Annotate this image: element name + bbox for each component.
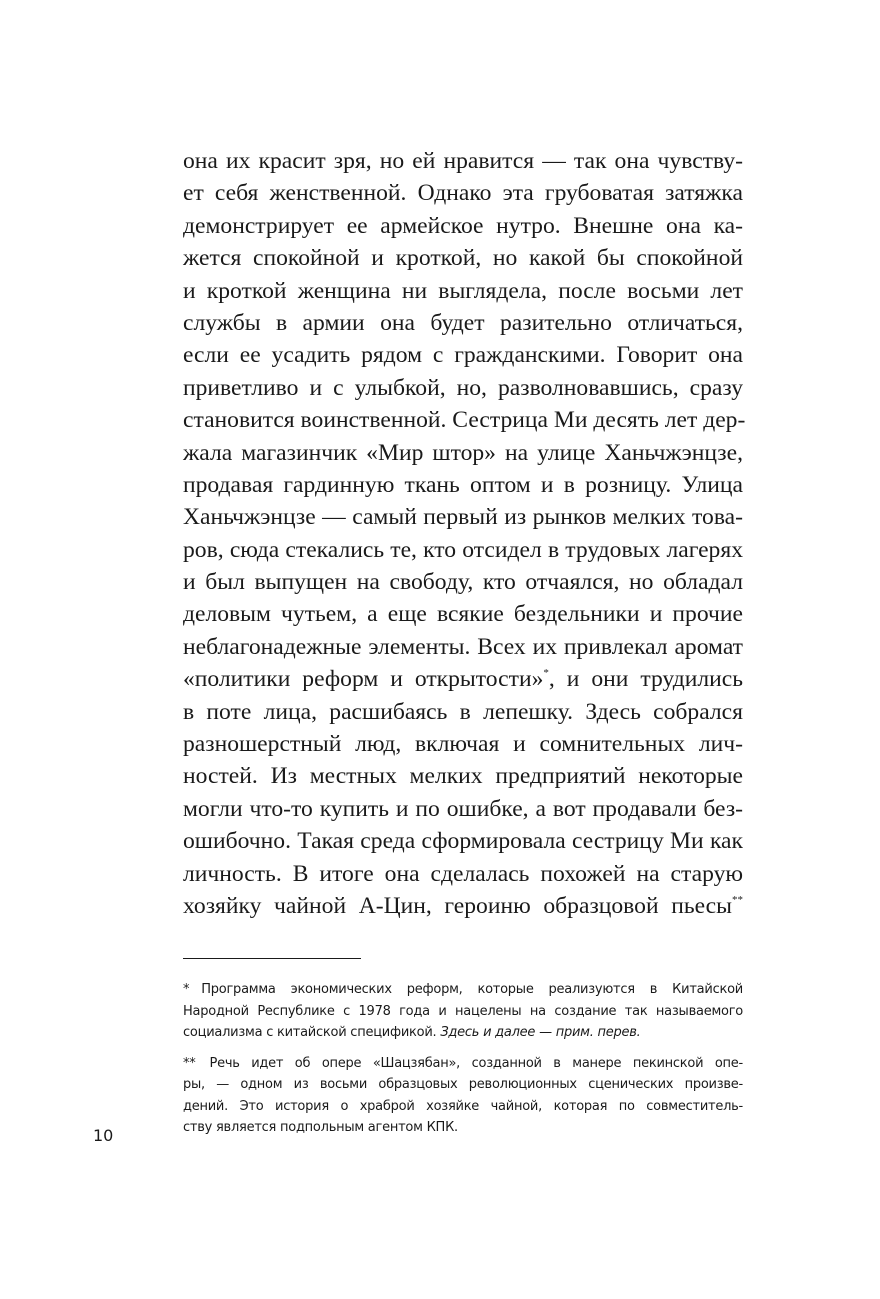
footnote-1-text: Программа экономических реформ, которые реализуются в Китайской: [201, 982, 743, 997]
body-line: ностей. Из местных мелких предприятий некоторые: [183, 763, 743, 790]
body-line: деловым чутьем, а еще всякие бездельники и прочие: [183, 601, 743, 628]
body-line: демонстрирует ее армейское нутро. Внешне она ка-: [183, 212, 743, 239]
footnote-ref-1[interactable]: *: [543, 667, 549, 680]
footnote-2-text: Речь идет об опере «Шацзябан», созданной в манере пекинской опе-: [209, 1055, 743, 1071]
body-line: жала магазинчик «Мир штор» на улице Ханьчжэнцзе,: [183, 439, 743, 466]
body-line: жется спокойной и кроткой, но какой бы спокойной: [183, 245, 743, 272]
body-line: и кроткой женщина ни выглядела, после восьми лет: [183, 277, 743, 304]
body-line: ет себя женственной. Однако эта грубоватая затяжка: [183, 180, 743, 207]
body-line: могли что-то купить и по ошибке, а вот продавали без-: [183, 795, 743, 822]
page-number: 10: [93, 1126, 114, 1145]
body-last-line-text: хозяйку чайной А-Цин, героиню образцовой пьесы: [183, 892, 732, 919]
footnote-2-line: [183, 1053, 743, 1075]
body-line: продавая гардинную ткань оптом и в розницу. Улица: [183, 471, 743, 498]
footnote-2: [183, 1053, 743, 1139]
body-line: становится воинственной. Сестрица Ми десять лет дер-: [183, 407, 746, 434]
footnote-ref-2[interactable]: **: [732, 893, 743, 906]
body-line-start: «политики реформ и открытости»: [183, 666, 544, 693]
footnote-2-mark: **: [183, 1055, 196, 1071]
body-line: разношерстный люд, включая и сомнительных лич-: [183, 731, 743, 758]
footnote-1: [183, 979, 743, 1044]
body-line: службы в армии она будет разительно отличаться,: [183, 309, 743, 336]
footnote-1-line: [183, 1022, 743, 1044]
translator-note: Здесь и далее — прим. перев.: [440, 1025, 641, 1040]
body-line: личность. В итоге она сделалась похожей на старую: [183, 860, 743, 887]
footnote-1-text: социализма с китайской спецификой.: [183, 1025, 437, 1040]
body-line: Ханьчжэнцзе — самый первый из рынков мелких това-: [183, 504, 743, 531]
body-line-end: , и они трудились: [548, 666, 743, 693]
footnote-1-line: Народной Республике с 1978 года и нацелены на создание так называемого: [183, 1003, 743, 1019]
body-text: [183, 145, 746, 922]
footnote-1-mark: *: [183, 982, 190, 997]
footnote-2-line: ры, — одном из восьми образцовых революционных сценических произве-: [183, 1077, 743, 1092]
body-line: неблагонадежные элементы. Всех их привлекал аромат: [183, 633, 743, 660]
footnote-1-line: [183, 979, 743, 1001]
footnote-2-line: дений. Это история о храброй хозяйке чайной, которая по совместитель-: [183, 1098, 743, 1114]
footnotes: [183, 979, 743, 1148]
footnote-divider: [183, 958, 361, 959]
body-line: ров, сюда стекались те, кто отсидел в трудовых лагерях: [183, 536, 743, 563]
body-line-with-footnote-ref: [183, 890, 743, 922]
body-line: и был выпущен на свободу, кто отчаялся, но обладал: [183, 569, 743, 596]
body-line-with-footnote-ref: [183, 663, 743, 695]
body-line: приветливо и с улыбкой, но, разволновавшись, сразу: [183, 374, 743, 401]
body-line: она их красит зря, но ей нравится — так она чувству-: [183, 148, 743, 174]
body-line: если ее усадить рядом с гражданскими. Говорит она: [183, 342, 743, 369]
body-line: ошибочно. Такая среда сформировала сестрицу Ми как: [183, 828, 743, 855]
footnote-2-line: ству является подпольным агентом КПК.: [183, 1120, 458, 1135]
body-line: в поте лица, расшибаясь в лепешку. Здесь собрался: [183, 698, 743, 725]
